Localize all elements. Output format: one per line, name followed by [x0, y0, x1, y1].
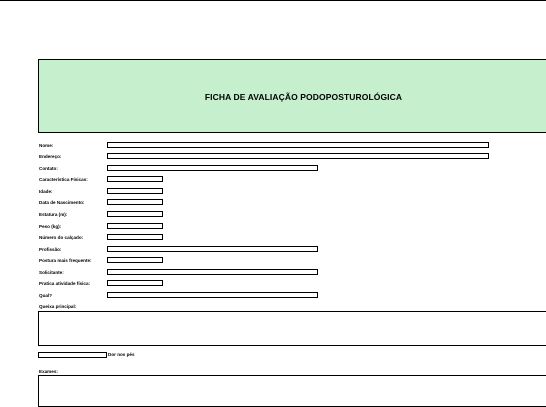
label-dor-nos-pes: Dor nos pés — [108, 352, 135, 357]
label-endereco: Endereço: — [39, 154, 62, 159]
label-calcado: Número do calçado: — [39, 235, 84, 240]
input-dor-nos-pes[interactable] — [38, 352, 107, 358]
input-qual[interactable] — [107, 292, 318, 298]
input-profissao[interactable] — [107, 246, 318, 252]
label-estatura: Estatura (m): — [39, 212, 68, 217]
label-caracteristica: Característica Físicas: — [39, 177, 88, 182]
input-caracteristica[interactable] — [107, 176, 163, 182]
input-estatura[interactable] — [107, 211, 163, 217]
input-calcado[interactable] — [107, 234, 163, 240]
input-contato[interactable] — [107, 165, 318, 171]
input-solicitante[interactable] — [107, 269, 318, 275]
textarea-exames[interactable] — [38, 375, 546, 407]
form-title: FICHA DE AVALIAÇÃO PODOPOSTUROLÓGICA — [204, 92, 403, 102]
label-qual: Qual? — [39, 293, 53, 298]
input-nome[interactable] — [107, 142, 489, 148]
textarea-queixa[interactable] — [38, 311, 546, 346]
label-exames: Exames: — [39, 369, 58, 374]
input-postura[interactable] — [107, 257, 163, 263]
label-nome: Nome: — [39, 143, 54, 148]
label-atividade: Pratica atividade física: — [39, 281, 91, 286]
label-nascimento: Data de Nascimento: — [39, 200, 85, 205]
label-contato: Contato: — [39, 166, 58, 171]
input-atividade[interactable] — [107, 280, 163, 286]
input-endereco[interactable] — [107, 153, 489, 159]
input-idade[interactable] — [107, 188, 163, 194]
input-nascimento[interactable] — [107, 199, 163, 205]
top-border-line — [0, 0, 546, 1]
label-profissao: Profissão: — [39, 247, 62, 252]
label-postura: Postura mais frequente: — [39, 258, 92, 263]
input-peso[interactable] — [107, 223, 163, 229]
label-queixa: Queixa principal: — [39, 304, 77, 309]
form-header — [38, 59, 546, 133]
label-solicitante: Solicitante: — [39, 270, 64, 275]
label-peso: Peso (kg): — [39, 224, 62, 229]
label-idade: Idade: — [39, 189, 53, 194]
